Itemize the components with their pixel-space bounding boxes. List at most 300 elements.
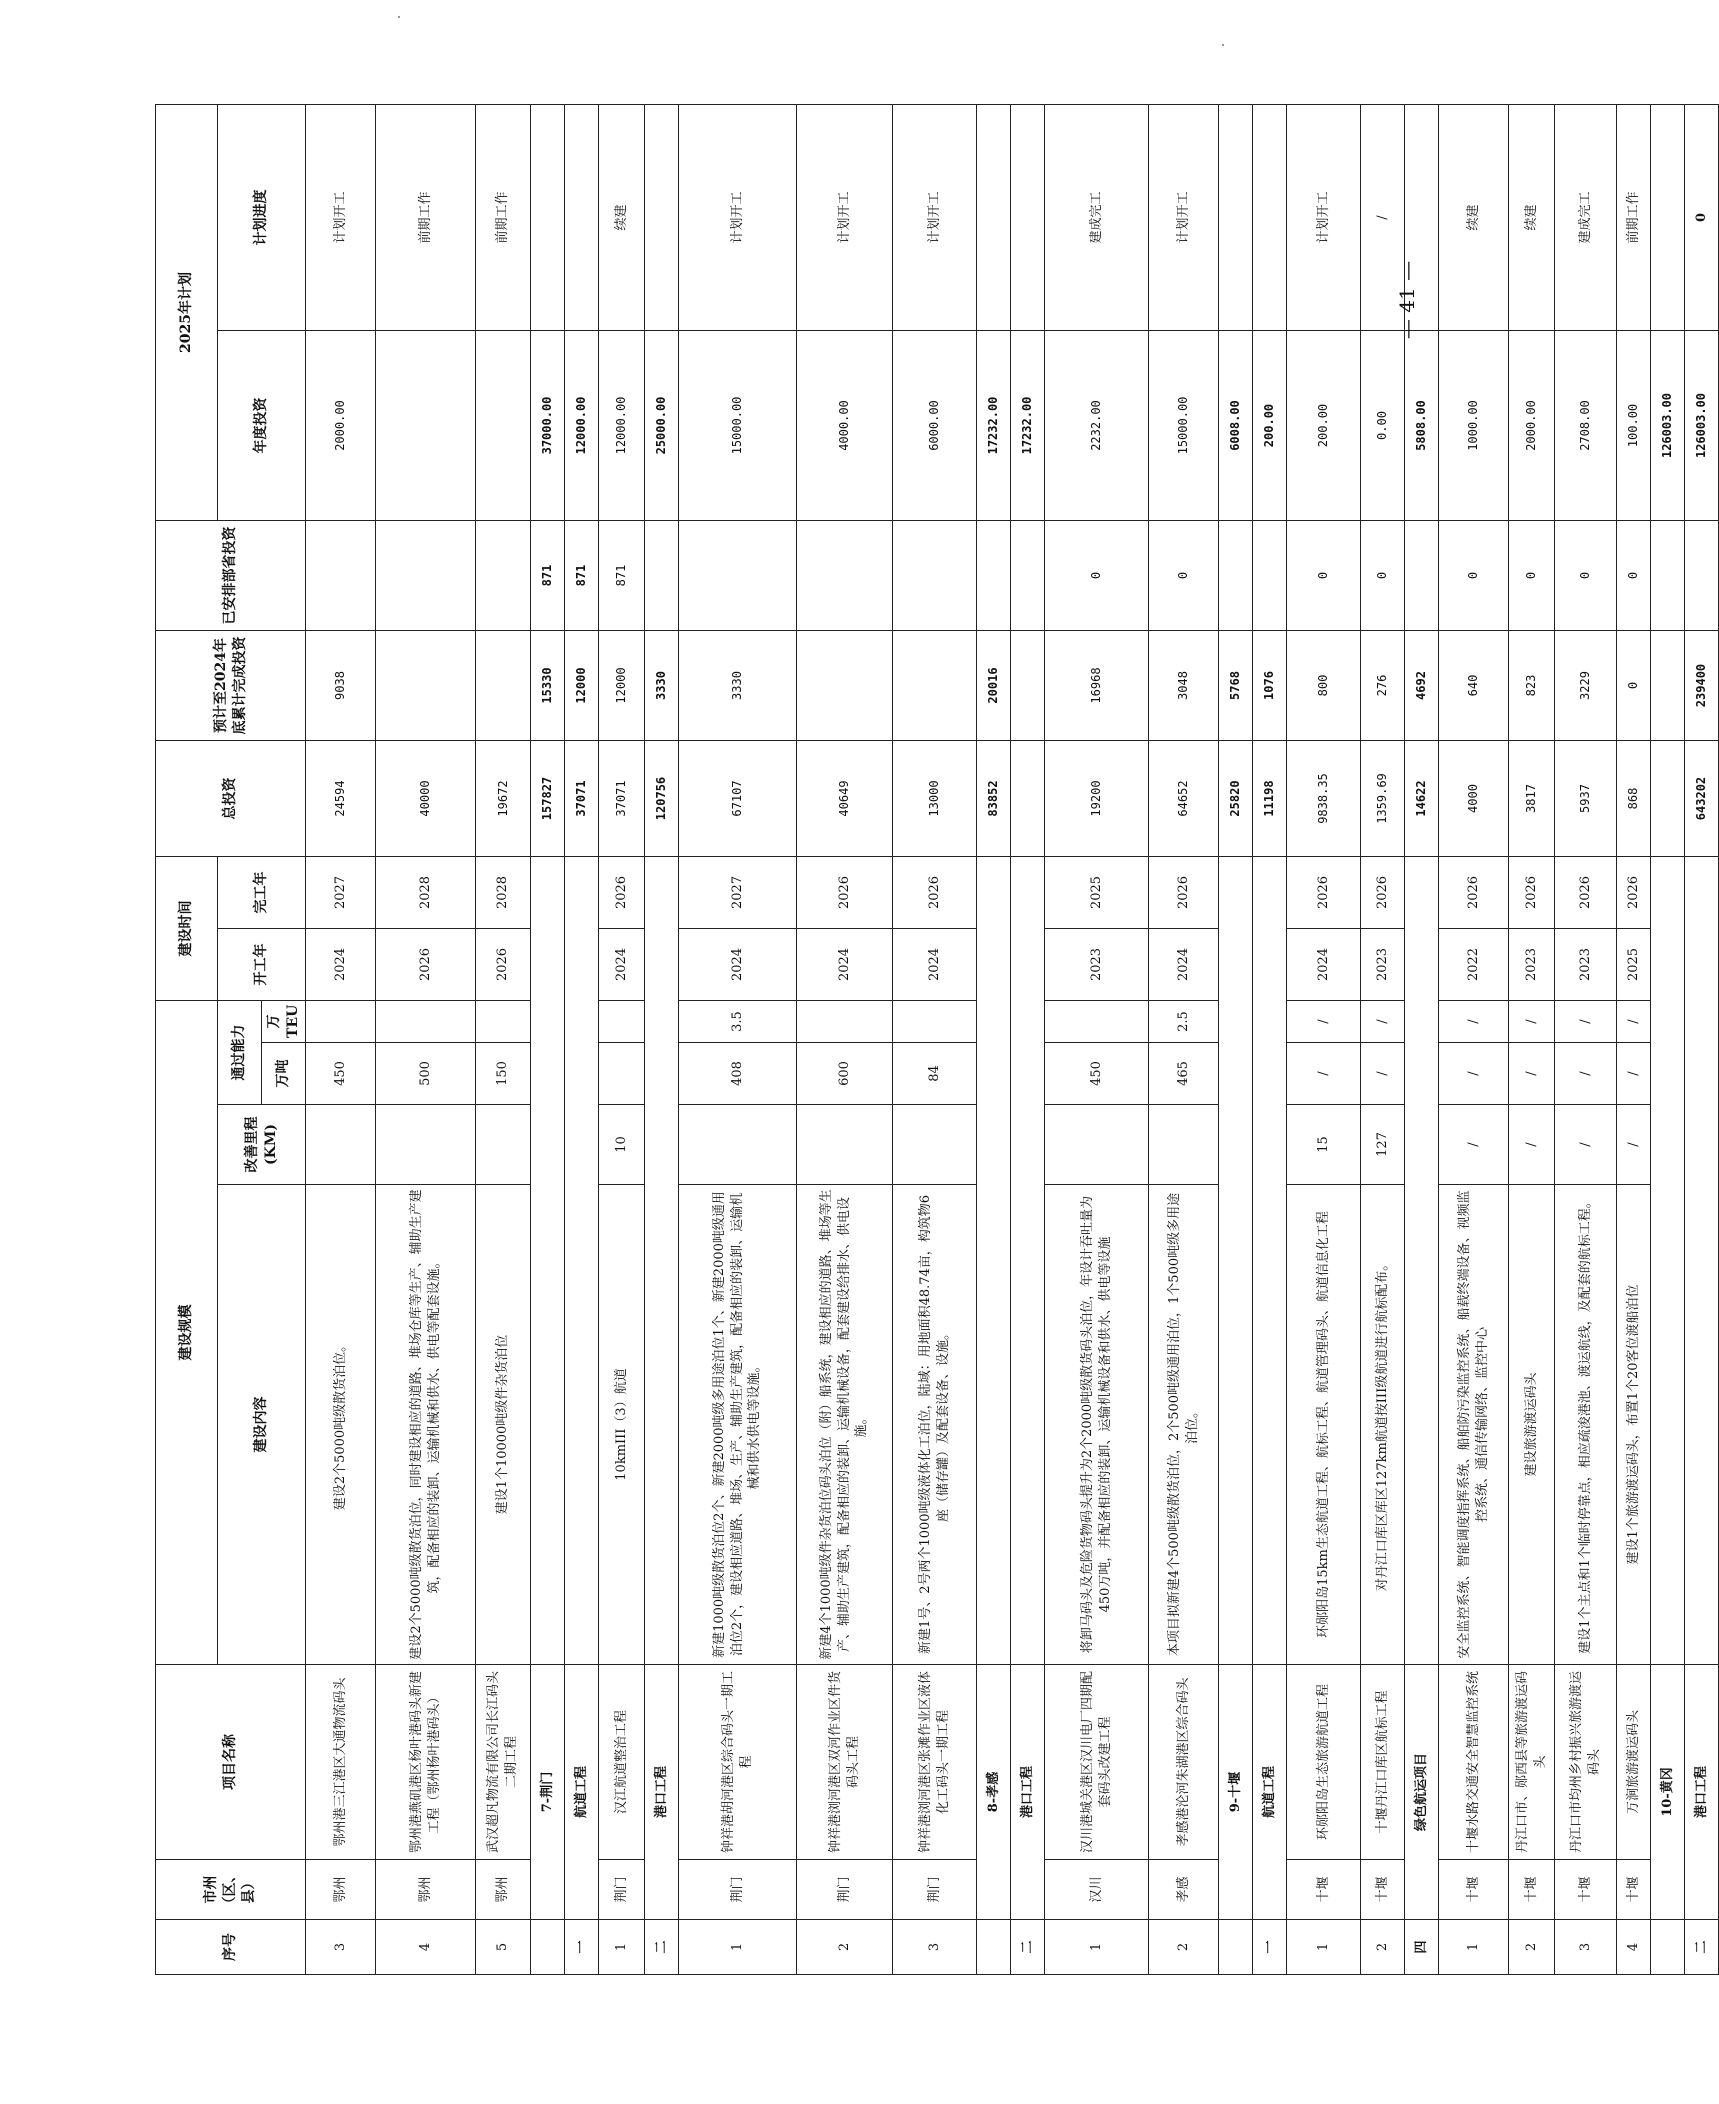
cell-seq: 2 [1361,1920,1405,1975]
cell-ministry: 0 [1045,521,1149,631]
cell-total: 13000 [893,741,977,857]
cell-ministry: 0 [1617,521,1651,631]
cell-name: 汉川港城关港区汉川电厂四期配套码头改建工程 [1045,1665,1149,1860]
cell-total: 37071 [599,741,645,857]
cell-progress: 计划开工 [797,105,893,331]
cell-done [893,631,977,741]
cell-seq [977,1920,1011,1975]
header-cap-teu: 万TEU [262,1001,306,1043]
cell-annual: 0.00 [1361,331,1405,521]
cell-ministry [797,521,893,631]
cell-start: 2022 [1439,929,1509,1001]
cell-annual: 5808.00 [1405,331,1439,521]
cell-name: 钟祥港浏河港区张滩作业区液体化工码头一期工程 [893,1665,977,1860]
cell-ministry: 871 [599,521,645,631]
cell-total: 64652 [1149,741,1219,857]
cell-ministry [679,521,797,631]
cell-start: 2024 [679,929,797,1001]
cell-progress: 前期工作 [376,105,476,331]
cell-cap-teu [797,1001,893,1043]
cell-seq: 1 [1287,1920,1361,1975]
cell-total [1011,741,1045,857]
cell-annual: 15000.00 [1149,331,1219,521]
cell-cap-teu: / [1509,1001,1555,1043]
cell-seq: 1 [679,1920,797,1975]
cell-total: 40000 [376,741,476,857]
cell-cap-teu [476,1001,531,1043]
cell-annual: 15000.00 [679,331,797,521]
cell-cap-wt: 408 [679,1043,797,1105]
cell-km: / [1439,1105,1509,1185]
header-capacity-group: 通过能力 [218,1001,262,1105]
table-row [1219,105,1253,1975]
cell-done: 239400 [1685,631,1719,741]
table-row [531,105,565,1975]
cell-seq: 四 [1405,1920,1439,1975]
table-row [1149,105,1219,1975]
cell-start: 2024 [797,929,893,1001]
cell-done: 20016 [977,631,1011,741]
cell-done: 823 [1509,631,1555,741]
cell-name: 丹江口市、郧西县等旅游渡运码头 [1509,1665,1555,1860]
cell-total: 120756 [645,741,679,857]
table-row [1685,105,1719,1975]
cell-seq: 2 [797,1920,893,1975]
cell-progress: 计划开工 [679,105,797,331]
cell-blank [1011,857,1045,1665]
cell-start: 2025 [1617,929,1651,1001]
cell-progress: 建成完工 [1045,105,1149,331]
rotated-page [155,105,1709,1975]
cell-annual [476,331,531,521]
cell-cap-wt: 450 [1045,1043,1149,1105]
table-row [1651,105,1685,1975]
cell-total: 67107 [679,741,797,857]
cell-city: 十堰 [1439,1860,1509,1920]
cell-km [1045,1105,1149,1185]
cell-end: 2026 [893,857,977,929]
cell-annual: 200.00 [1287,331,1361,521]
cell-done: 3330 [645,631,679,741]
cell-seq: 二 [1685,1920,1719,1975]
cell-done: 9038 [306,631,376,741]
cell-ministry [306,521,376,631]
cell-seq: 4 [376,1920,476,1975]
cell-seq: 1 [599,1920,645,1975]
cell-done: 1076 [1253,631,1287,741]
cell-ministry [1651,521,1685,631]
cell-ministry: 871 [531,521,565,631]
cell-total: 868 [1617,741,1651,857]
table-row [1617,105,1651,1975]
cell-ministry: 0 [1555,521,1617,631]
table-row [893,105,977,1975]
cell-annual: 6000.00 [893,331,977,521]
cell-cap-wt: 465 [1149,1043,1219,1105]
header-content: 建设内容 [218,1185,306,1665]
header-ministry: 已安排部省投资 [156,521,306,631]
cell-ministry: 0 [1287,521,1361,631]
cell-blank [1405,857,1439,1665]
cell-total: 37071 [565,741,599,857]
cell-done: 640 [1439,631,1509,741]
cell-progress: 计划开工 [306,105,376,331]
cell-seq: 1 [1045,1920,1149,1975]
cell-seq: 一 [565,1920,599,1975]
cell-cap-wt: / [1509,1043,1555,1105]
cell-start: 2026 [376,929,476,1001]
group-name: 航道工程 [1253,1665,1287,1920]
cell-km [306,1105,376,1185]
region-name: 7-荆门 [531,1665,565,1920]
cell-cap-wt: / [1617,1043,1651,1105]
cell-annual [376,331,476,521]
cell-cap-teu: / [1439,1001,1509,1043]
cell-cap-wt: / [1439,1043,1509,1105]
cell-annual: 17232.00 [977,331,1011,521]
cell-progress [565,105,599,331]
cell-content: 将卸马码头及危险货物码头提升为2个2000吨级散货码头泊位，年设计吞吐量为450万吨，并配备相应的装卸、运输机械设备和供水、供电等设施 [1045,1185,1149,1665]
cell-annual: 200.00 [1253,331,1287,521]
cell-progress [1011,105,1045,331]
cell-ministry [1253,521,1287,631]
header-end-year: 完工年 [218,857,306,929]
cell-content: 本项目拟新建4个500吨级散货泊位，2个500吨级通用泊位，1个500吨级多用途泊位。 [1149,1185,1219,1665]
cell-cap-teu: 3.5 [679,1001,797,1043]
cell-start: 2024 [893,929,977,1001]
table-row [797,105,893,1975]
cell-km [376,1105,476,1185]
cell-end: 2028 [376,857,476,929]
cell-progress: 计划开工 [1149,105,1219,331]
cell-end: 2028 [476,857,531,929]
cell-done: 276 [1361,631,1405,741]
cell-progress: 前期工作 [1617,105,1651,331]
cell-start: 2024 [1149,929,1219,1001]
cell-blank [977,857,1011,1665]
cell-km: 127 [1361,1105,1405,1185]
cell-done: 800 [1287,631,1361,741]
cell-ministry [1685,521,1719,631]
cell-blank [645,857,679,1665]
cell-done: 3048 [1149,631,1219,741]
cell-content: 建设2个5000吨级散货泊位，同时建设相应的道路、堆场仓库等生产、辅助生产建筑，配备相应的装卸、运输机械和供水、供电等配套设施。 [376,1185,476,1665]
cell-name: 汉江航道整治工程 [599,1665,645,1860]
cell-total: 1359.69 [1361,741,1405,857]
cell-city: 鄂州 [306,1860,376,1920]
cell-end: 2026 [1617,857,1651,929]
cell-seq: 4 [1617,1920,1651,1975]
header-cap-wt: 万吨 [262,1043,306,1105]
table-row [1011,105,1045,1975]
region-name: 8-孝感 [977,1665,1011,1920]
cell-start: 2024 [306,929,376,1001]
cell-start: 2024 [1287,929,1361,1001]
cell-city: 鄂州 [376,1860,476,1920]
scan-speck [1222,44,1224,46]
table-row [679,105,797,1975]
cell-end: 2025 [1045,857,1149,929]
cell-done: 15330 [531,631,565,741]
table-row [376,105,476,1975]
cell-cap-wt: 150 [476,1043,531,1105]
cell-ministry: 0 [1361,521,1405,631]
cell-annual: 12000.00 [599,331,645,521]
cell-city: 荆门 [797,1860,893,1920]
cell-progress: / [1361,105,1405,331]
cell-km [476,1105,531,1185]
cell-progress [977,105,1011,331]
table-row [1509,105,1555,1975]
cell-content: 建设旅游渡运码头 [1509,1185,1555,1665]
cell-progress [1219,105,1253,331]
group-name: 港口工程 [1011,1665,1045,1920]
cell-seq: 一 [1253,1920,1287,1975]
header-completed: 预计至2024年底累计完成投资 [156,631,306,741]
cell-content: 建设1个旅游渡运码头，布置1个20客位渡船泊位 [1617,1185,1651,1665]
cell-done: 12000 [565,631,599,741]
cell-annual: 12000.00 [565,331,599,521]
cell-cap-wt: / [1361,1043,1405,1105]
scan-speck [398,16,400,18]
cell-blank [1253,857,1287,1665]
cell-end: 2027 [306,857,376,929]
cell-city: 荆门 [599,1860,645,1920]
header-start-year: 开工年 [218,929,306,1001]
cell-cap-teu: 2.5 [1149,1001,1219,1043]
cell-progress [1651,105,1685,331]
cell-end: 2026 [1149,857,1219,929]
cell-ministry: 0 [1509,521,1555,631]
cell-progress: 计划开工 [893,105,977,331]
group-name: 港口工程 [645,1665,679,1920]
cell-progress [531,105,565,331]
cell-content: 对丹江口库区库区127km航道按III级航道进行航标配布。 [1361,1185,1405,1665]
header-progress: 计划进度 [218,105,306,331]
cell-seq: 1 [1439,1920,1509,1975]
table-row [1287,105,1361,1975]
cell-city: 孝感 [1149,1860,1219,1920]
cell-blank [531,857,565,1665]
cell-cap-teu [306,1001,376,1043]
cell-km: / [1617,1105,1651,1185]
cell-done [376,631,476,741]
cell-name: 武汉超凡物流有限公司长江码头二期工程 [476,1665,531,1860]
cell-ministry: 871 [565,521,599,631]
table-row [1555,105,1617,1975]
cell-end: 2026 [1287,857,1361,929]
cell-cap-wt: 84 [893,1043,977,1105]
cell-annual: 126003.00 [1651,331,1685,521]
cell-seq: 2 [1509,1920,1555,1975]
page-number: — 41 — [1395,260,1420,340]
table-row [645,105,679,1975]
cell-total: 4000 [1439,741,1509,857]
cell-start: 2023 [1555,929,1617,1001]
cell-km [893,1105,977,1185]
header-name: 项目名称 [156,1665,306,1860]
cell-progress: 续建 [599,105,645,331]
cell-total: 83852 [977,741,1011,857]
cell-annual: 2232.00 [1045,331,1149,521]
cell-start: 2023 [1509,929,1555,1001]
cell-km [1149,1105,1219,1185]
table-header [156,105,306,1975]
cell-ministry [1011,521,1045,631]
table-row [565,105,599,1975]
cell-seq: 3 [306,1920,376,1975]
cell-ministry [476,521,531,631]
cell-annual: 1000.00 [1439,331,1509,521]
cell-name: 十堰丹江口库区航标工程 [1361,1665,1405,1860]
cell-total: 25820 [1219,741,1253,857]
cell-end: 2026 [797,857,893,929]
cell-name: 钟祥港胡河港区综合码头一期工程 [679,1665,797,1860]
cell-ministry: 0 [1149,521,1219,631]
cell-end: 2026 [1439,857,1509,929]
cell-progress: 建成完工 [1555,105,1617,331]
cell-annual: 126003.00 [1685,331,1719,521]
cell-cap-teu [599,1001,645,1043]
cell-cap-wt: 600 [797,1043,893,1105]
cell-end: 2026 [599,857,645,929]
cell-seq: 二 [1011,1920,1045,1975]
table-row [1405,105,1439,1975]
cell-content: 建设1个10000吨级件杂货泊位 [476,1185,531,1665]
header-total: 总投资 [156,741,306,857]
cell-blank [1685,857,1719,1665]
cell-progress [1253,105,1287,331]
cell-done: 0 [1617,631,1651,741]
cell-done [476,631,531,741]
cell-km: / [1555,1105,1617,1185]
cell-name: 孝感港沦河朱湖港区综合码头 [1149,1665,1219,1860]
cell-done [1651,631,1685,741]
header-period-group: 建设时间 [156,857,218,1001]
header-city: 市州（区、县） [156,1860,306,1920]
cell-city: 十堰 [1509,1860,1555,1920]
table-row [306,105,376,1975]
header-seq: 序号 [156,1920,306,1975]
cell-km: / [1509,1105,1555,1185]
cell-ministry [645,521,679,631]
cell-done: 5768 [1219,631,1253,741]
cell-name: 钟祥港浏河港区双河作业区件货码头工程 [797,1665,893,1860]
cell-seq: 5 [476,1920,531,1975]
cell-city: 十堰 [1617,1860,1651,1920]
cell-seq: 二 [645,1920,679,1975]
cell-progress: 0 [1685,105,1719,331]
table-row [977,105,1011,1975]
cell-done: 3330 [679,631,797,741]
cell-done: 12000 [599,631,645,741]
cell-end: 2026 [1555,857,1617,929]
cell-city: 鄂州 [476,1860,531,1920]
cell-total: 157827 [531,741,565,857]
cell-annual: 100.00 [1617,331,1651,521]
cell-done: 4692 [1405,631,1439,741]
table-row [1253,105,1287,1975]
cell-cap-teu: / [1617,1001,1651,1043]
table-row [1361,105,1405,1975]
cell-name: 鄂州港燕矶港区杨叶港码头新建工程（鄂州杨叶港码头） [376,1665,476,1860]
cell-done: 16968 [1045,631,1149,741]
cell-content: 建设2个5000吨级散货泊位。 [306,1185,376,1665]
cell-seq [531,1920,565,1975]
cell-total: 11198 [1253,741,1287,857]
cell-cap-wt: / [1287,1043,1361,1105]
cell-content: 环郧阳岛15km生态航道工程、航标工程、航道管理码头、航道信息化工程 [1287,1185,1361,1665]
cell-annual: 2000.00 [1509,331,1555,521]
cell-blank [565,857,599,1665]
cell-total: 40649 [797,741,893,857]
header-mileage: 改善里程(KM) [218,1105,306,1185]
region-name: 9-十堰 [1219,1665,1253,1920]
cell-annual: 37000.00 [531,331,565,521]
cell-cap-teu [376,1001,476,1043]
table-row [1045,105,1149,1975]
cell-annual: 4000.00 [797,331,893,521]
table-body [306,105,1719,1975]
cell-ministry: 0 [1439,521,1509,631]
header-scale-group: 建设规模 [156,1001,218,1665]
cell-cap-wt: 450 [306,1043,376,1105]
cell-content: 新建1000吨级散货泊位2个、新建2000吨级多用途泊位1个、新建2000吨级通用泊位2个，建设相应道路、堆场、生产、辅助生产建筑，配备相应的装卸、运输机械和供水供电等设施。 [679,1185,797,1665]
cell-seq: 3 [893,1920,977,1975]
cell-name: 丹江口市均州乡村振兴旅游渡运码头 [1555,1665,1617,1860]
cell-start: 2023 [1361,929,1405,1001]
cell-blank [1651,857,1685,1665]
group-name: 港口工程 [1685,1665,1719,1920]
cell-annual: 6008.00 [1219,331,1253,521]
table-row [476,105,531,1975]
cell-content: 建设1个主点和1个临时停靠点，相应疏浚港池、渡运航线，及配套的航标工程。 [1555,1185,1617,1665]
cell-seq: 3 [1555,1920,1617,1975]
cell-name: 鄂州港三江港区大通物流码头 [306,1665,376,1860]
cell-seq [1219,1920,1253,1975]
cell-ministry [893,521,977,631]
cell-progress: 续建 [1439,105,1509,331]
header-plan-group: 2025年计划 [156,105,218,521]
cell-seq [1651,1920,1685,1975]
cell-name: 万涧旅游渡运码头 [1617,1665,1651,1860]
cell-ministry [376,521,476,631]
group-name: 绿色航运项目 [1405,1665,1439,1920]
cell-total: 643202 [1685,741,1719,857]
cell-total: 19200 [1045,741,1149,857]
cell-cap-teu [1045,1001,1149,1043]
cell-city: 十堰 [1361,1860,1405,1920]
cell-progress [645,105,679,331]
cell-total: 9838.35 [1287,741,1361,857]
cell-start: 2023 [1045,929,1149,1001]
cell-done [797,631,893,741]
cell-content: 新建4个1000吨级件杂货泊位码头泊位（附）船系统，建设相应的道路、堆场等生产、辅助生产建筑，配备相应的装卸、运输机械设备，配套建设给排水、供电设施。 [797,1185,893,1665]
cell-end: 2027 [679,857,797,929]
cell-content: 安全监控系统、智能调度指挥系统、船舶防污染监控系统、船载终端设备、视频监控系统、通信传输网络、监控中心 [1439,1185,1509,1665]
cell-city: 十堰 [1287,1860,1361,1920]
cell-total [1651,741,1685,857]
cell-done: 3229 [1555,631,1617,741]
cell-km: 15 [1287,1105,1361,1185]
cell-name: 环郧阳岛生态旅游航道工程 [1287,1665,1361,1860]
cell-start: 2026 [476,929,531,1001]
cell-cap-wt [599,1043,645,1105]
cell-city: 十堰 [1555,1860,1617,1920]
cell-progress: 续建 [1509,105,1555,331]
group-name: 航道工程 [565,1665,599,1920]
region-name: 10-黄冈 [1651,1665,1685,1920]
